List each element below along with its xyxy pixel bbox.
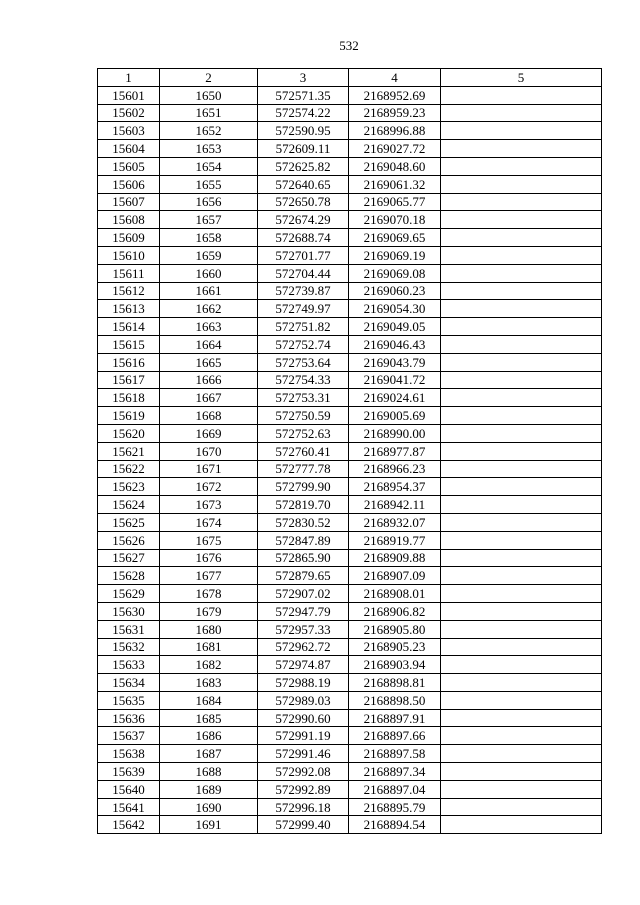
note-cell	[441, 620, 602, 638]
note-cell	[441, 496, 602, 514]
x-coordinate-cell: 572819.70	[258, 496, 349, 514]
row-id-cell: 15621	[98, 442, 160, 460]
table-row	[98, 709, 602, 727]
row-id-cell: 15635	[98, 691, 160, 709]
y-coordinate-cell: 2168932.07	[349, 513, 441, 531]
y-coordinate-cell: 2168897.58	[349, 745, 441, 763]
row-id-cell: 15626	[98, 531, 160, 549]
point-number-cell: 1650	[160, 86, 258, 104]
note-cell	[441, 335, 602, 353]
table-row	[98, 638, 602, 656]
row-id-cell: 15613	[98, 300, 160, 318]
note-cell	[441, 763, 602, 781]
point-number-cell: 1679	[160, 602, 258, 620]
x-coordinate-cell: 572907.02	[258, 585, 349, 603]
table-row	[98, 282, 602, 300]
table-row	[98, 567, 602, 585]
y-coordinate-cell: 2168903.94	[349, 656, 441, 674]
table-body	[98, 86, 602, 833]
y-coordinate-cell: 2168906.82	[349, 602, 441, 620]
x-coordinate-cell: 572992.08	[258, 763, 349, 781]
x-coordinate-cell: 572750.59	[258, 407, 349, 425]
note-cell	[441, 442, 602, 460]
note-cell	[441, 229, 602, 247]
table-row	[98, 549, 602, 567]
y-coordinate-cell: 2168905.80	[349, 620, 441, 638]
y-coordinate-cell: 2168898.81	[349, 674, 441, 692]
point-number-cell: 1665	[160, 353, 258, 371]
y-coordinate-cell: 2168908.01	[349, 585, 441, 603]
x-coordinate-cell: 572609.11	[258, 140, 349, 158]
row-id-cell: 15607	[98, 193, 160, 211]
table-row	[98, 157, 602, 175]
point-number-cell: 1668	[160, 407, 258, 425]
note-cell	[441, 638, 602, 656]
point-number-cell: 1675	[160, 531, 258, 549]
point-number-cell: 1656	[160, 193, 258, 211]
point-number-cell: 1654	[160, 157, 258, 175]
row-id-cell: 15633	[98, 656, 160, 674]
row-id-cell: 15614	[98, 318, 160, 336]
x-coordinate-cell: 572990.60	[258, 709, 349, 727]
note-cell	[441, 86, 602, 104]
y-coordinate-cell: 2168897.66	[349, 727, 441, 745]
x-coordinate-cell: 572640.65	[258, 175, 349, 193]
x-coordinate-cell: 572752.74	[258, 335, 349, 353]
point-number-cell: 1678	[160, 585, 258, 603]
point-number-cell: 1666	[160, 371, 258, 389]
x-coordinate-cell: 572701.77	[258, 246, 349, 264]
note-cell	[441, 656, 602, 674]
table-row	[98, 780, 602, 798]
note-cell	[441, 727, 602, 745]
point-number-cell: 1652	[160, 122, 258, 140]
note-cell	[441, 157, 602, 175]
table-row	[98, 175, 602, 193]
table-row	[98, 407, 602, 425]
note-cell	[441, 745, 602, 763]
note-cell	[441, 246, 602, 264]
y-coordinate-cell: 2168996.88	[349, 122, 441, 140]
table-row	[98, 140, 602, 158]
y-coordinate-cell: 2168966.23	[349, 460, 441, 478]
note-cell	[441, 389, 602, 407]
x-coordinate-cell: 572957.33	[258, 620, 349, 638]
row-id-cell: 15630	[98, 602, 160, 620]
point-number-cell: 1659	[160, 246, 258, 264]
note-cell	[441, 140, 602, 158]
point-number-cell: 1676	[160, 549, 258, 567]
row-id-cell: 15619	[98, 407, 160, 425]
point-number-cell: 1672	[160, 478, 258, 496]
point-number-cell: 1686	[160, 727, 258, 745]
x-coordinate-cell: 572574.22	[258, 104, 349, 122]
y-coordinate-cell: 2169048.60	[349, 157, 441, 175]
point-number-cell: 1680	[160, 620, 258, 638]
point-number-cell: 1664	[160, 335, 258, 353]
point-number-cell: 1691	[160, 816, 258, 834]
y-coordinate-cell: 2168898.50	[349, 691, 441, 709]
y-coordinate-cell: 2169024.61	[349, 389, 441, 407]
y-coordinate-cell: 2169054.30	[349, 300, 441, 318]
x-coordinate-cell: 572847.89	[258, 531, 349, 549]
y-coordinate-cell: 2169065.77	[349, 193, 441, 211]
y-coordinate-cell: 2169041.72	[349, 371, 441, 389]
x-coordinate-cell: 572865.90	[258, 549, 349, 567]
y-coordinate-cell: 2168954.37	[349, 478, 441, 496]
note-cell	[441, 460, 602, 478]
x-coordinate-cell: 572751.82	[258, 318, 349, 336]
point-number-cell: 1677	[160, 567, 258, 585]
x-coordinate-cell: 572754.33	[258, 371, 349, 389]
row-id-cell: 15610	[98, 246, 160, 264]
x-coordinate-cell: 572749.97	[258, 300, 349, 318]
row-id-cell: 15631	[98, 620, 160, 638]
point-number-cell: 1653	[160, 140, 258, 158]
point-number-cell: 1681	[160, 638, 258, 656]
point-number-cell: 1669	[160, 424, 258, 442]
x-coordinate-cell: 572992.89	[258, 780, 349, 798]
table-row	[98, 763, 602, 781]
row-id-cell: 15603	[98, 122, 160, 140]
note-cell	[441, 513, 602, 531]
row-id-cell: 15639	[98, 763, 160, 781]
row-id-cell: 15616	[98, 353, 160, 371]
row-id-cell: 15612	[98, 282, 160, 300]
y-coordinate-cell: 2168919.77	[349, 531, 441, 549]
row-id-cell: 15609	[98, 229, 160, 247]
x-coordinate-cell: 572590.95	[258, 122, 349, 140]
note-cell	[441, 798, 602, 816]
point-number-cell: 1655	[160, 175, 258, 193]
table-row	[98, 674, 602, 692]
column-header-1: 1	[98, 69, 160, 87]
point-number-cell: 1660	[160, 264, 258, 282]
note-cell	[441, 122, 602, 140]
coordinates-table	[97, 68, 602, 834]
table-row	[98, 585, 602, 603]
table-row	[98, 104, 602, 122]
note-cell	[441, 318, 602, 336]
note-cell	[441, 816, 602, 834]
row-id-cell: 15629	[98, 585, 160, 603]
table-row	[98, 496, 602, 514]
x-coordinate-cell: 572989.03	[258, 691, 349, 709]
table-row	[98, 335, 602, 353]
row-id-cell: 15617	[98, 371, 160, 389]
table-row	[98, 816, 602, 834]
x-coordinate-cell: 572753.31	[258, 389, 349, 407]
note-cell	[441, 353, 602, 371]
y-coordinate-cell: 2168907.09	[349, 567, 441, 585]
point-number-cell: 1671	[160, 460, 258, 478]
column-header-5: 5	[441, 69, 602, 87]
column-header-3: 3	[258, 69, 349, 87]
y-coordinate-cell: 2169069.65	[349, 229, 441, 247]
x-coordinate-cell: 572879.65	[258, 567, 349, 585]
row-id-cell: 15615	[98, 335, 160, 353]
note-cell	[441, 691, 602, 709]
y-coordinate-cell: 2168897.04	[349, 780, 441, 798]
note-cell	[441, 407, 602, 425]
note-cell	[441, 674, 602, 692]
y-coordinate-cell: 2168905.23	[349, 638, 441, 656]
point-number-cell: 1683	[160, 674, 258, 692]
point-number-cell: 1689	[160, 780, 258, 798]
table-row	[98, 371, 602, 389]
y-coordinate-cell: 2169070.18	[349, 211, 441, 229]
note-cell	[441, 424, 602, 442]
y-coordinate-cell: 2169046.43	[349, 335, 441, 353]
row-id-cell: 15642	[98, 816, 160, 834]
table-row	[98, 442, 602, 460]
table-row	[98, 389, 602, 407]
note-cell	[441, 780, 602, 798]
table-row	[98, 300, 602, 318]
x-coordinate-cell: 572777.78	[258, 460, 349, 478]
table-row	[98, 229, 602, 247]
table-row	[98, 602, 602, 620]
x-coordinate-cell: 572752.63	[258, 424, 349, 442]
table-row	[98, 86, 602, 104]
note-cell	[441, 104, 602, 122]
note-cell	[441, 282, 602, 300]
note-cell	[441, 549, 602, 567]
y-coordinate-cell: 2169043.79	[349, 353, 441, 371]
row-id-cell: 15618	[98, 389, 160, 407]
table-row	[98, 211, 602, 229]
row-id-cell: 15605	[98, 157, 160, 175]
table-row	[98, 353, 602, 371]
row-id-cell: 15640	[98, 780, 160, 798]
x-coordinate-cell: 572650.78	[258, 193, 349, 211]
x-coordinate-cell: 572830.52	[258, 513, 349, 531]
row-id-cell: 15637	[98, 727, 160, 745]
row-id-cell: 15636	[98, 709, 160, 727]
x-coordinate-cell: 572947.79	[258, 602, 349, 620]
note-cell	[441, 211, 602, 229]
point-number-cell: 1684	[160, 691, 258, 709]
table-row	[98, 264, 602, 282]
note-cell	[441, 709, 602, 727]
x-coordinate-cell: 572688.74	[258, 229, 349, 247]
row-id-cell: 15625	[98, 513, 160, 531]
y-coordinate-cell: 2169060.23	[349, 282, 441, 300]
y-coordinate-cell: 2168895.79	[349, 798, 441, 816]
x-coordinate-cell: 572674.29	[258, 211, 349, 229]
point-number-cell: 1667	[160, 389, 258, 407]
row-id-cell: 15601	[98, 86, 160, 104]
note-cell	[441, 300, 602, 318]
table-row	[98, 620, 602, 638]
point-number-cell: 1688	[160, 763, 258, 781]
y-coordinate-cell: 2168959.23	[349, 104, 441, 122]
point-number-cell: 1657	[160, 211, 258, 229]
x-coordinate-cell: 572571.35	[258, 86, 349, 104]
x-coordinate-cell: 572704.44	[258, 264, 349, 282]
table-row	[98, 727, 602, 745]
point-number-cell: 1674	[160, 513, 258, 531]
x-coordinate-cell: 572974.87	[258, 656, 349, 674]
row-id-cell: 15627	[98, 549, 160, 567]
x-coordinate-cell: 572988.19	[258, 674, 349, 692]
y-coordinate-cell: 2168942.11	[349, 496, 441, 514]
note-cell	[441, 371, 602, 389]
note-cell	[441, 567, 602, 585]
row-id-cell: 15638	[98, 745, 160, 763]
y-coordinate-cell: 2168952.69	[349, 86, 441, 104]
y-coordinate-cell: 2168977.87	[349, 442, 441, 460]
y-coordinate-cell: 2168894.54	[349, 816, 441, 834]
x-coordinate-cell: 572739.87	[258, 282, 349, 300]
table-row	[98, 193, 602, 211]
row-id-cell: 15620	[98, 424, 160, 442]
point-number-cell: 1687	[160, 745, 258, 763]
x-coordinate-cell: 572991.46	[258, 745, 349, 763]
y-coordinate-cell: 2169027.72	[349, 140, 441, 158]
y-coordinate-cell: 2168897.91	[349, 709, 441, 727]
row-id-cell: 15604	[98, 140, 160, 158]
table-row	[98, 656, 602, 674]
y-coordinate-cell: 2168990.00	[349, 424, 441, 442]
row-id-cell: 15634	[98, 674, 160, 692]
table-row	[98, 531, 602, 549]
x-coordinate-cell: 572760.41	[258, 442, 349, 460]
point-number-cell: 1658	[160, 229, 258, 247]
note-cell	[441, 531, 602, 549]
column-header-2: 2	[160, 69, 258, 87]
x-coordinate-cell: 572999.40	[258, 816, 349, 834]
row-id-cell: 15611	[98, 264, 160, 282]
table-row	[98, 798, 602, 816]
table-row	[98, 691, 602, 709]
column-header-4: 4	[349, 69, 441, 87]
point-number-cell: 1682	[160, 656, 258, 674]
point-number-cell: 1670	[160, 442, 258, 460]
point-number-cell: 1661	[160, 282, 258, 300]
y-coordinate-cell: 2168909.88	[349, 549, 441, 567]
y-coordinate-cell: 2169069.19	[349, 246, 441, 264]
note-cell	[441, 585, 602, 603]
point-number-cell: 1673	[160, 496, 258, 514]
x-coordinate-cell: 572625.82	[258, 157, 349, 175]
x-coordinate-cell: 572996.18	[258, 798, 349, 816]
row-id-cell: 15608	[98, 211, 160, 229]
row-id-cell: 15602	[98, 104, 160, 122]
point-number-cell: 1662	[160, 300, 258, 318]
y-coordinate-cell: 2169049.05	[349, 318, 441, 336]
x-coordinate-cell: 572991.19	[258, 727, 349, 745]
x-coordinate-cell: 572962.72	[258, 638, 349, 656]
row-id-cell: 15632	[98, 638, 160, 656]
row-id-cell: 15628	[98, 567, 160, 585]
page-number: 532	[339, 38, 359, 53]
row-id-cell: 15623	[98, 478, 160, 496]
point-number-cell: 1663	[160, 318, 258, 336]
table-row	[98, 513, 602, 531]
y-coordinate-cell: 2169069.08	[349, 264, 441, 282]
point-number-cell: 1651	[160, 104, 258, 122]
note-cell	[441, 193, 602, 211]
x-coordinate-cell: 572753.64	[258, 353, 349, 371]
note-cell	[441, 264, 602, 282]
point-number-cell: 1690	[160, 798, 258, 816]
table-row	[98, 745, 602, 763]
table-row	[98, 460, 602, 478]
x-coordinate-cell: 572799.90	[258, 478, 349, 496]
note-cell	[441, 175, 602, 193]
note-cell	[441, 478, 602, 496]
table-row	[98, 122, 602, 140]
row-id-cell: 15641	[98, 798, 160, 816]
row-id-cell: 15622	[98, 460, 160, 478]
y-coordinate-cell: 2169061.32	[349, 175, 441, 193]
point-number-cell: 1685	[160, 709, 258, 727]
note-cell	[441, 602, 602, 620]
table-row	[98, 246, 602, 264]
row-id-cell: 15606	[98, 175, 160, 193]
table-row	[98, 424, 602, 442]
row-id-cell: 15624	[98, 496, 160, 514]
y-coordinate-cell: 2168897.34	[349, 763, 441, 781]
table-row	[98, 318, 602, 336]
table-row	[98, 478, 602, 496]
table-header-row	[98, 69, 602, 87]
y-coordinate-cell: 2169005.69	[349, 407, 441, 425]
